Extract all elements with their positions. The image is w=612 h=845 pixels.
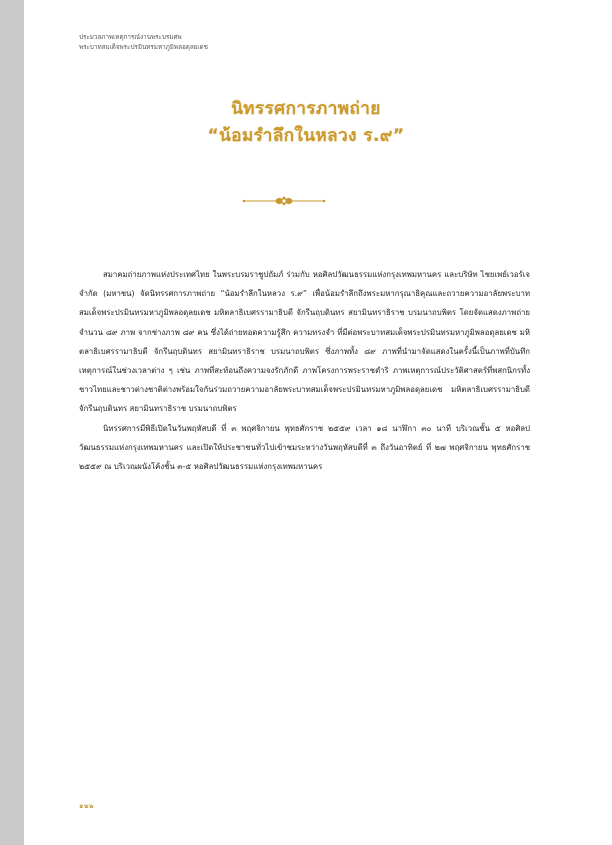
body-text — [79, 265, 530, 476]
running-header — [79, 33, 379, 52]
gold-divider-ornament-icon — [242, 192, 326, 210]
page-title — [0, 96, 612, 150]
running-header-line-2: พระบาทสมเด็จพระปรมินทรมหาภูมิพลอดุลยเดช — [79, 43, 208, 51]
body-paragraph-1: สมาคมถ่ายภาพแห่งประเทศไทย ในพระบรมราชูปถัมภ์ ร่วมกับ หอศิลปวัฒนธรรมแห่งกรุงเทพมหานคร และบริษัท ไชยเพย์เวอร์เจ จำกัด (มหาชน) จัดนิทรรศการภาพถ่าย “น้อมรำลึกในหลวง ร.๙” เพื่อน้อมรำลึกถึงพระมหากรุณาธิคุณและถวายความอาลัยพระบาทสมเด็จพระปรมินทรมหาภูมิพลอดุลยเดช มหิตลาธิเบศรรามาธิบดี จักรีนฤบดินทร สยามินทราธิราช บรมนาถบพิตร โดยจัดแสดงภาพถ่ายจำนวน ๘๙ ภาพ จากช่างภาพ ๘๙ คน ซึ่งได้ถ่ายทอดความรู้สึก ความทรงจำ ที่มีต่อพระบาทสมเด็จพระปรมินทรมหาภูมิพลอดุลยเดช มหิตลาธิเบศรรามาธิบดี จักรีนฤบดินทร สยามินทราธิราช บรมนาถบพิตร ซึ่งภาพทั้ง ๘๙ ภาพที่นำมาจัดแสดงในครั้งนี้เป็นภาพที่บันทึกเหตุการณ์ในช่วงเวลาต่าง ๆ เช่น ภาพที่สะท้อนถึงความจงรักภักดี ภาพโครงการพระราชดำริ ภาพเหตุการณ์ประวัติศาสตร์ที่พสกนิกรทั้งชาวไทยและชาวต่างชาติต่างพร้อมใจกันร่วมถวายความอาลัยพระบาทสมเด็จพระปรมินทรมหาภูมิพลอดุลยเดช มหิตลาธิเบศรรามาธิบดี จักรีนฤบดินทร สยามินทราธิราช บรมนาถบพิตร — [79, 270, 530, 414]
title-line-2: “น้อมรำลึกในหลวง ร.๙” — [207, 126, 405, 146]
body-paragraph-2: นิทรรศการมีพิธีเปิดในวันพฤหัสบดี ที่ ๓ พฤศจิกายน พุทธศักราช ๒๕๕๙ เวลา ๑๘ นาฬิกา ๓๐ นาที บริเวณชั้น ๕ หอศิลปวัฒนธรรมแห่งกรุงเทพมหานคร และเปิดให้ประชาชนทั่วไปเข้าชมระหว่างวันพฤหัสบดีที่ ๓ ถึงวันอาทิตย์ ที่ ๒๗ พฤศจิกายน พุทธศักราช ๒๕๕๙ ณ บริเวณผนังโค้งชั้น ๓-๕ หอศิลปวัฒนธรรมแห่งกรุงเทพมหานคร — [79, 423, 530, 472]
title-line-1: นิทรรศการภาพถ่าย — [231, 99, 381, 119]
page-number: ๑๒๒ — [79, 802, 95, 810]
running-header-line-1: ประมวลภาพเหตุการณ์งานพระบรมศพ — [79, 34, 182, 41]
